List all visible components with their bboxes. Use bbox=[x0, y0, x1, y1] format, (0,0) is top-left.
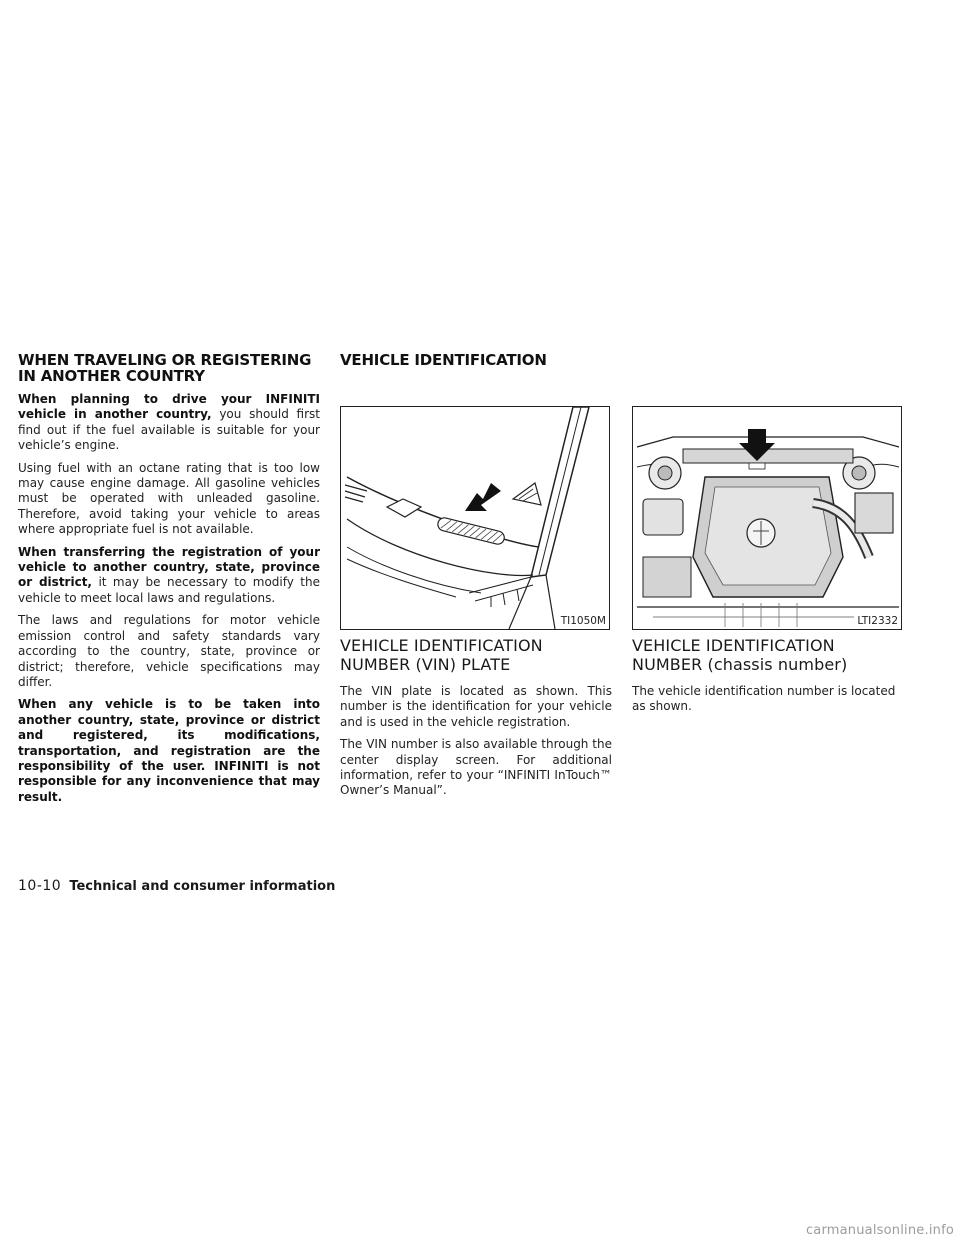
paragraph-registration-bold: When transferring the registration of your vehicle to another country, state, province or district, bbox=[18, 544, 320, 590]
section-heading-vehicle-identification: VEHICLE IDENTIFICATION bbox=[340, 351, 547, 369]
engine-bay-illustration bbox=[633, 407, 902, 630]
vin-plate-illustration bbox=[341, 407, 610, 630]
right-column-spacer bbox=[632, 352, 905, 406]
right-column bbox=[632, 352, 905, 722]
chassis-number-figure bbox=[632, 406, 902, 630]
vin-plate-figure bbox=[340, 406, 610, 630]
paragraph-planning bbox=[18, 392, 320, 454]
paragraph-vin-location: The VIN plate is located as shown. This number is the identification for your vehicle and is used in the vehicle registration. bbox=[340, 684, 612, 729]
figure-code-chassis: LTI2332 bbox=[854, 615, 898, 627]
paragraph-vin-display: The VIN number is also available through the center display screen. For additional information, refer to your “INFINITI InTouch™ Owner’s Manual”. bbox=[340, 737, 612, 798]
page-number: 10-10 bbox=[18, 878, 62, 894]
footer-section-title: Technical and consumer information bbox=[69, 879, 336, 894]
paragraph-planning-bold: When planning to drive your INFINITI vehicle in another country, bbox=[18, 392, 320, 422]
paragraph-chassis-location: The vehicle identification number is located as shown. bbox=[632, 684, 896, 714]
subheading-vin-plate: VEHICLE IDENTIFICATION NUMBER (VIN) PLATE bbox=[340, 636, 543, 674]
page-footer bbox=[18, 878, 335, 894]
paragraph-registration-rest: it may be necessary to modify the vehicle to meet local laws and regulations. bbox=[18, 575, 320, 605]
paragraph-responsibility-bold: When any vehicle is to be taken into another country, state, province or district and registered, its modifications, transportation, and registration are the responsibility of the user. INFINITI is not responsible for any inconvenience that may result. bbox=[18, 697, 320, 804]
section-heading-traveling: WHEN TRAVELING OR REGISTERING IN ANOTHER COUNTRY bbox=[18, 351, 312, 385]
paragraph-planning-rest: you should first find out if the fuel available is suitable for your vehicle’s engine. bbox=[18, 407, 320, 453]
subheading-chassis-number: VEHICLE IDENTIFICATION NUMBER (chassis number) bbox=[632, 636, 848, 674]
figure-code-vin-plate: TI1050M bbox=[558, 615, 606, 627]
paragraph-registration bbox=[18, 545, 320, 607]
site-watermark: carmanualsonline.info bbox=[805, 1223, 954, 1238]
paragraph-laws: The laws and regulations for motor vehicle emission control and safety standards vary according to the country, state, province or district; therefore, vehicle specifications may differ. bbox=[18, 613, 320, 689]
left-column bbox=[18, 352, 320, 812]
paragraph-responsibility bbox=[18, 697, 320, 805]
paragraph-octane: Using fuel with an octane rating that is too low may cause engine damage. All gasoline vehicles must be operated with unleaded gasoline. Therefore, avoid taking your vehicle to areas where appropriate fuel is not available. bbox=[18, 460, 320, 537]
middle-column bbox=[340, 352, 612, 806]
